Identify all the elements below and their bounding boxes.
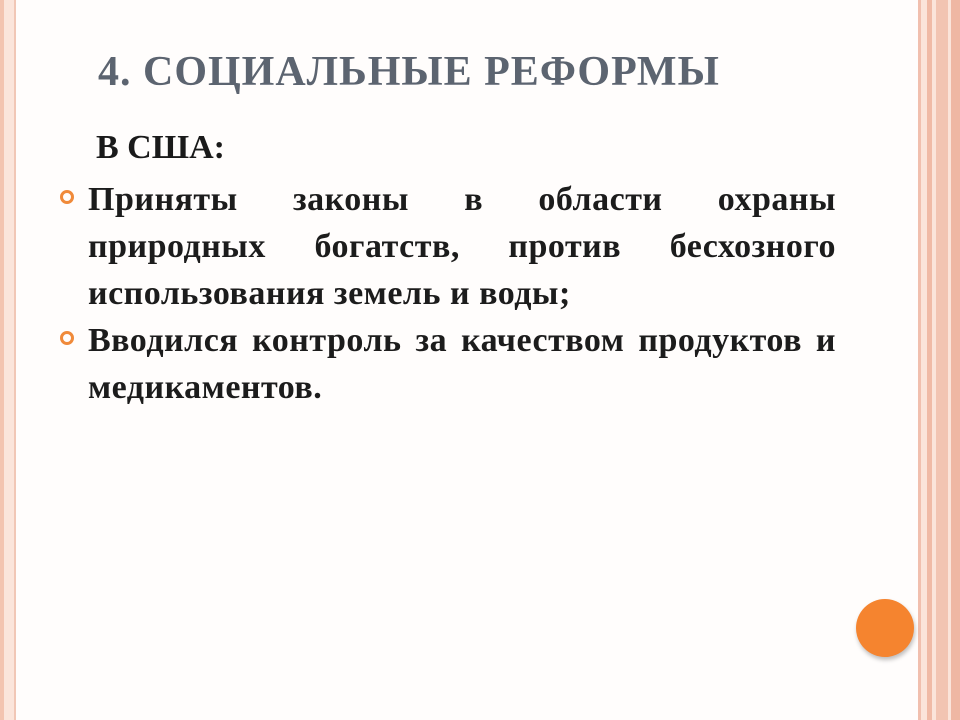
slide-title: 4. СОЦИАЛЬНЫЕ РЕФОРМЫ: [98, 49, 720, 95]
bullet-item: [60, 176, 836, 317]
right-stripes-decoration: [918, 0, 960, 720]
bullet-text: Вводился контроль за качеством продуктов и медикаментов.: [88, 322, 836, 406]
bullet-list: [60, 176, 836, 411]
ring-bullet-icon: [60, 190, 74, 204]
bullet-item: [60, 317, 836, 411]
orange-circle-icon: [856, 599, 914, 657]
bullet-text: Приняты законы в области охраны природных богатств, против бесхозного использования земель и воды;: [88, 181, 836, 312]
left-border-decoration: [0, 0, 14, 720]
slide-subheading: В США:: [96, 129, 225, 166]
ring-bullet-icon: [60, 331, 74, 345]
